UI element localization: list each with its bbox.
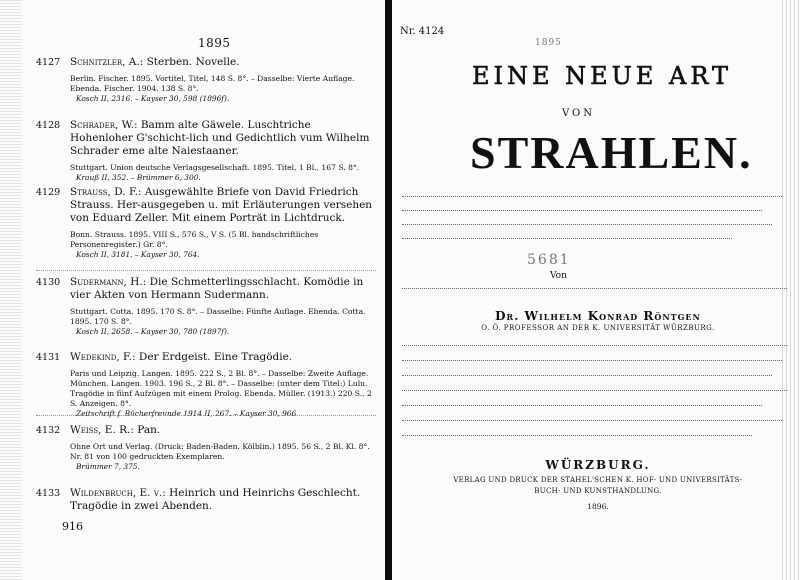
- entry-details: Paris und Leipzig. Langen. 1895. 222 S., 2 Bl. 8°. – Dasselbe: Zweite Auflage. München. Langen. 1903. 196 S., 2 Bl. 8°. – Dasselbe: (unter dem Titel:) Lulu. Tragödie in fünf Aufzügen mit einem Prolog. Ebenda. Müller. (1913.) 220 S., 2 S. Anzeigen. 8°.: [70, 369, 372, 408]
- entry-author: Wedekind, F.:: [70, 351, 136, 363]
- catalog-entry-4127: [36, 56, 374, 104]
- author-name: Dr. Wilhelm Konrad Röntgen: [495, 309, 701, 323]
- item-number: Nr. 4124: [400, 26, 445, 37]
- entry-author: Sudermann, H.:: [70, 276, 147, 288]
- publication-year: 1896.: [587, 502, 609, 511]
- bleed-through-line: [402, 360, 782, 361]
- entry-references: Brümmer 7, 375.: [76, 462, 140, 471]
- entry-title: Ausgewählte Briefe von David Friedrich Strauss. Her-ausgegeben u. mit Erläuterungen versehen von Eduard Zeller. Mit einem Porträt in Lichtdruck.: [70, 186, 373, 224]
- entry-references: Krauß II, 352. – Brümmer 6, 300.: [76, 173, 201, 182]
- entry-references: Zeitschrift f. Bücherfreunde 1914 II, 267. – Kayser 30, 966.: [76, 409, 299, 418]
- entry-author: Weiss, E. R.:: [70, 424, 134, 436]
- entry-title: Der Erdgeist. Eine Tragödie.: [138, 351, 293, 363]
- entry-details: Berlin. Fischer. 1895. Vortitel, Titel, 148 S. 8°. – Dasselbe: Vierte Auflage. Ebenda. Fischer. 1904. 138 S. 8°.: [70, 74, 355, 93]
- page-folio: 916: [62, 520, 83, 533]
- entry-details: Stuttgart. Cotta. 1895. 170 S. 8°. – Dasselbe: Fünfte Auflage. Ebenda. Cotta. 1895. 170 S. 8°.: [70, 307, 366, 326]
- entry-details: Stuttgart. Union deutsche Verlagsgesellschaft. 1895. Titel, 1 Bl., 167 S. 8°.: [70, 163, 360, 172]
- bleed-through-line: [402, 288, 787, 289]
- entry-number: 4133: [36, 488, 61, 499]
- entry-author: Schnitzler, A.:: [70, 56, 144, 68]
- catalog-entry-4129: [36, 186, 374, 260]
- bleed-through-line: [402, 196, 782, 197]
- title-von: VON: [562, 108, 595, 119]
- printer-line-2: BUCH- UND KUNSTHANDLUNG.: [534, 487, 662, 495]
- entry-author: Strauss, D. F.:: [70, 186, 142, 198]
- right-page: [392, 0, 800, 580]
- bleed-through-line: [402, 238, 732, 239]
- scan-artifact-line: [36, 415, 376, 416]
- entry-title: Sterben. Novelle.: [146, 56, 240, 68]
- catalog-entry-4133: [36, 487, 374, 513]
- entry-heading: [70, 487, 374, 513]
- catalog-entry-4128: [36, 119, 374, 183]
- catalog-entry-4130: [36, 276, 374, 337]
- bleed-through-line: [402, 390, 787, 391]
- entry-details: Bonn. Strauss. 1895. VIII S., 576 S., V S. (5 Bl. handschriftliches Personenregister.) Gr. 8°.: [70, 230, 319, 249]
- entry-number: 4127: [36, 57, 61, 68]
- left-page: [0, 0, 386, 580]
- entry-number: 4128: [36, 120, 61, 131]
- entry-number: 4130: [36, 277, 61, 288]
- bleed-through-line: [402, 345, 787, 346]
- entry-heading: [70, 424, 374, 437]
- title-line-2: STRAHLEN.: [470, 127, 753, 178]
- entry-title: Heinrich und Heinrichs Geschlecht. Tragödie in zwei Abenden.: [70, 487, 361, 512]
- catalog-entry-4132: [36, 424, 374, 472]
- bleed-through-line: [402, 210, 762, 211]
- scan-artifact-line: [36, 270, 376, 271]
- bleed-through-line: [402, 375, 772, 376]
- bleed-through-line: [402, 435, 752, 436]
- entry-references: Kosch II, 3181. – Kayser 30, 764.: [76, 250, 200, 259]
- entry-title: Bamm alte Gäwele. Luschtriche Hohenloher G'schicht-lich und Gedichtlich vum Wilhelm Schrader eme alte Naiestaaner.: [70, 119, 370, 157]
- entry-title: Die Schmetterlingsschlacht. Komödie in vier Akten von Hermann Sudermann.: [70, 276, 364, 301]
- stamp-top: 1895: [535, 38, 562, 48]
- entry-heading: [70, 119, 374, 158]
- printer-line-1: VERLAG UND DRUCK DER STAHEL'SCHEN K. HOF- UND UNIVERSITÄTS-: [453, 476, 743, 484]
- catalog-entry-4131: [36, 351, 374, 419]
- entry-title: Pan.: [137, 424, 161, 436]
- entry-heading: [70, 351, 374, 364]
- entry-number: 4132: [36, 425, 61, 436]
- entry-number: 4131: [36, 352, 61, 363]
- entry-heading: [70, 56, 374, 69]
- entry-references: Kosch II, 2658. – Kayser 30, 780 (1897f).: [76, 327, 230, 336]
- entry-number: 4129: [36, 187, 61, 198]
- running-head: 1895: [198, 36, 231, 50]
- title-line-1: EINE NEUE ART: [471, 62, 733, 90]
- entry-author: Schrader, W.:: [70, 119, 138, 131]
- entry-author: Wildenbruch, E. v.:: [70, 487, 166, 499]
- entry-heading: [70, 186, 374, 225]
- publisher-city: WÜRZBURG.: [545, 458, 651, 472]
- bleed-through-line: [402, 405, 762, 406]
- library-stamp-number: 5681: [527, 252, 571, 268]
- author-title: O. Ö. PROFESSOR AN DER K. UNIVERSITÄT WÜRZBURG.: [481, 324, 715, 332]
- by-line: Von: [550, 271, 567, 281]
- scan-noise-left: [0, 0, 22, 580]
- bleed-through-line: [402, 420, 782, 421]
- bleed-through-line: [402, 224, 772, 225]
- scan-noise-right: [782, 0, 800, 580]
- entry-references: Kosch II, 2316. – Kayser 30, 598 (1896f).: [76, 94, 230, 103]
- entry-heading: [70, 276, 374, 302]
- entry-details: Ohne Ort und Verlag. (Druck: Baden-Baden. Kölblin.) 1895. 56 S., 2 Bl. Kl. 8°. Nr. 81 von 100 gedruckten Exemplaren.: [70, 442, 370, 461]
